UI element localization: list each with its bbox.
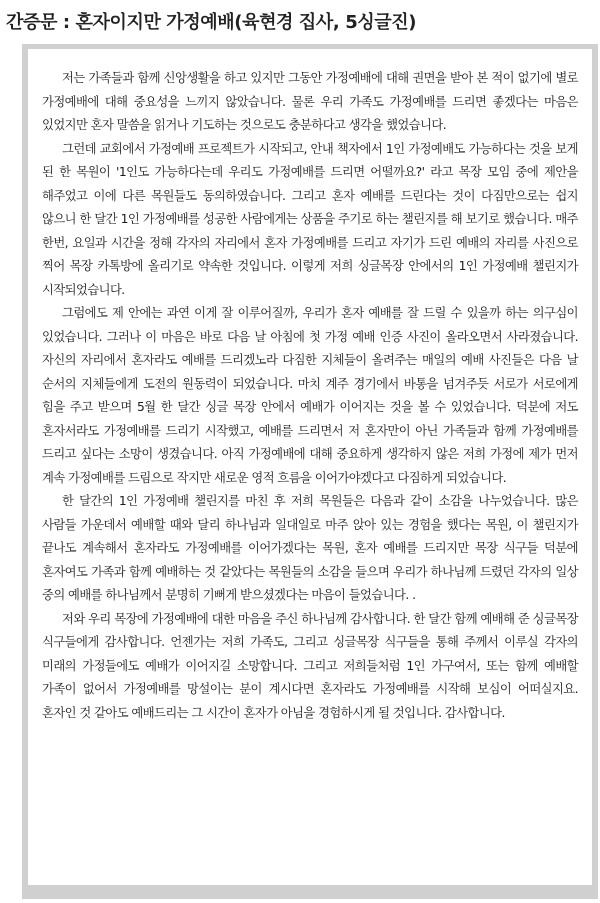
article-frame <box>22 44 598 899</box>
paragraph-5: 저와 우리 목장에 가정예배에 대한 마음을 주신 하나님께 감사합니다. 한 달간 함께 예배해 준 싱글목장 식구들에게 감사합니다. 언젠가는 저희 가족도, 그리고 싱글목장 식구들을 통해 주께서 이루실 각자의 미래의 가정들에도 예배가 이어지길 소망합니다. 그리고 저희들처럼 1인 가구여서, 또는 함께 예배할 가족이 없어서 가정예배를 망설이는 분이 계시다면 혼자라도 가정예배를 시작해 보심이 어떠실지요. 혼자인 것 같아도 예배드리는 그 시간이 혼자가 아님을 경험하시게 될 것입니다. 감사합니다. <box>42 611 578 720</box>
article-body <box>28 49 592 885</box>
paragraph-1: 저는 가족들과 함께 신앙생활을 하고 있지만 그동안 가정예배에 대해 권면을 받아 본 적이 없기에 별로 가정예배에 대해 중요성을 느끼지 않았습니다. 물론 우리 가족도 가정예배를 드리면 좋겠다는 마음은 있었지만 혼자 말씀을 읽거나 기도하는 것으로도 충분하다고 생각을 했었습니다. <box>42 71 578 132</box>
paragraph-2: 그런데 교회에서 가정예배 프로젝트가 시작되고, 안내 책자에서 1인 가정예배도 가능하다는 것을 보게 된 한 목원이 '1인도 가능하다는데 우리도 가정예배를 드리면 어떨까요?' 라고 목장 모임 중에 제안을 해주었고 이에 다른 목원들도 동의하였습니다. 그리고 혼자 예배를 드린다는 것이 다짐만으로는 쉽지 않으니 한 달간 1인 가정예배를 성공한 사람에게는 상품을 주기로 하는 챌린지를 해 보기로 했습니다. 매주 한번, 요일과 시간을 정해 각자의 자리에서 혼자 가정예배를 드리고 자기가 드린 예배의 자리를 사진으로 찍어 목장 카톡방에 올리기로 약속한 것입니다. 이렇게 저희 싱글목장 안에서의 1인 가정예배 챌린지가 시작되었습니다. <box>42 141 578 297</box>
page-title: 간증문 : 혼자이지만 가정예배(육현경 집사, 5싱글진) <box>6 12 417 33</box>
paragraph-3: 그럼에도 제 안에는 과연 이게 잘 이루어질까, 우리가 혼자 예배를 잘 드릴 수 있을까 하는 의구심이 있었습니다. 그러나 이 마음은 바로 다음 날 아침에 첫 가정 예배 인증 사진이 올라오면서 사라졌습니다. 자신의 자리에서 혼자라도 예배를 드리겠노라 다짐한 지체들이 올려주는 매일의 예배 사진들은 다음 날 순서의 지체들에게 도전의 원동력이 되었습니다. 마치 계주 경기에서 바통을 넘겨주듯 서로가 서로에게 힘을 주고 받으며 5월 한 달간 싱글 목장 안에서 예배가 이어지는 것을 볼 수 있었습니다. 덕분에 저도 혼자서라도 가정예배를 드리기 시작했고, 예배를 드리면서 저 혼자만이 아닌 가족들과 함께 가정예배를 드리고 싶다는 소망이 생겼습니다. 아직 가정예배에 대해 중요하게 생각하지 않은 저희 가정에 제가 먼저 계속 가정예배를 드림으로 작지만 새로운 영적 흐름을 이어가야겠다고 다짐하게 되었습니다. <box>42 306 578 485</box>
paragraph-4: 한 달간의 1인 가정예배 챌린지를 마친 후 저희 목원들은 다음과 같이 소감을 나누었습니다. 많은 사람들 가운데서 예배할 때와 달리 하나님과 일대일로 마주 앉아 있는 경험을 했다는 목원, 이 챌린지가 끝나도 계속해서 혼자라도 가정예배를 이어가겠다는 목원, 혼자 예배를 드리지만 목장 식구들 덕분에 혼자여도 가족과 함께 예배하는 것 같았다는 목원들의 소감을 들으며 우리가 하나님께 드렸던 각자의 일상 중의 예배를 하나님께서 분명히 기뻐게 받으셨겠다는 마음이 들었습니다. . <box>42 494 578 602</box>
